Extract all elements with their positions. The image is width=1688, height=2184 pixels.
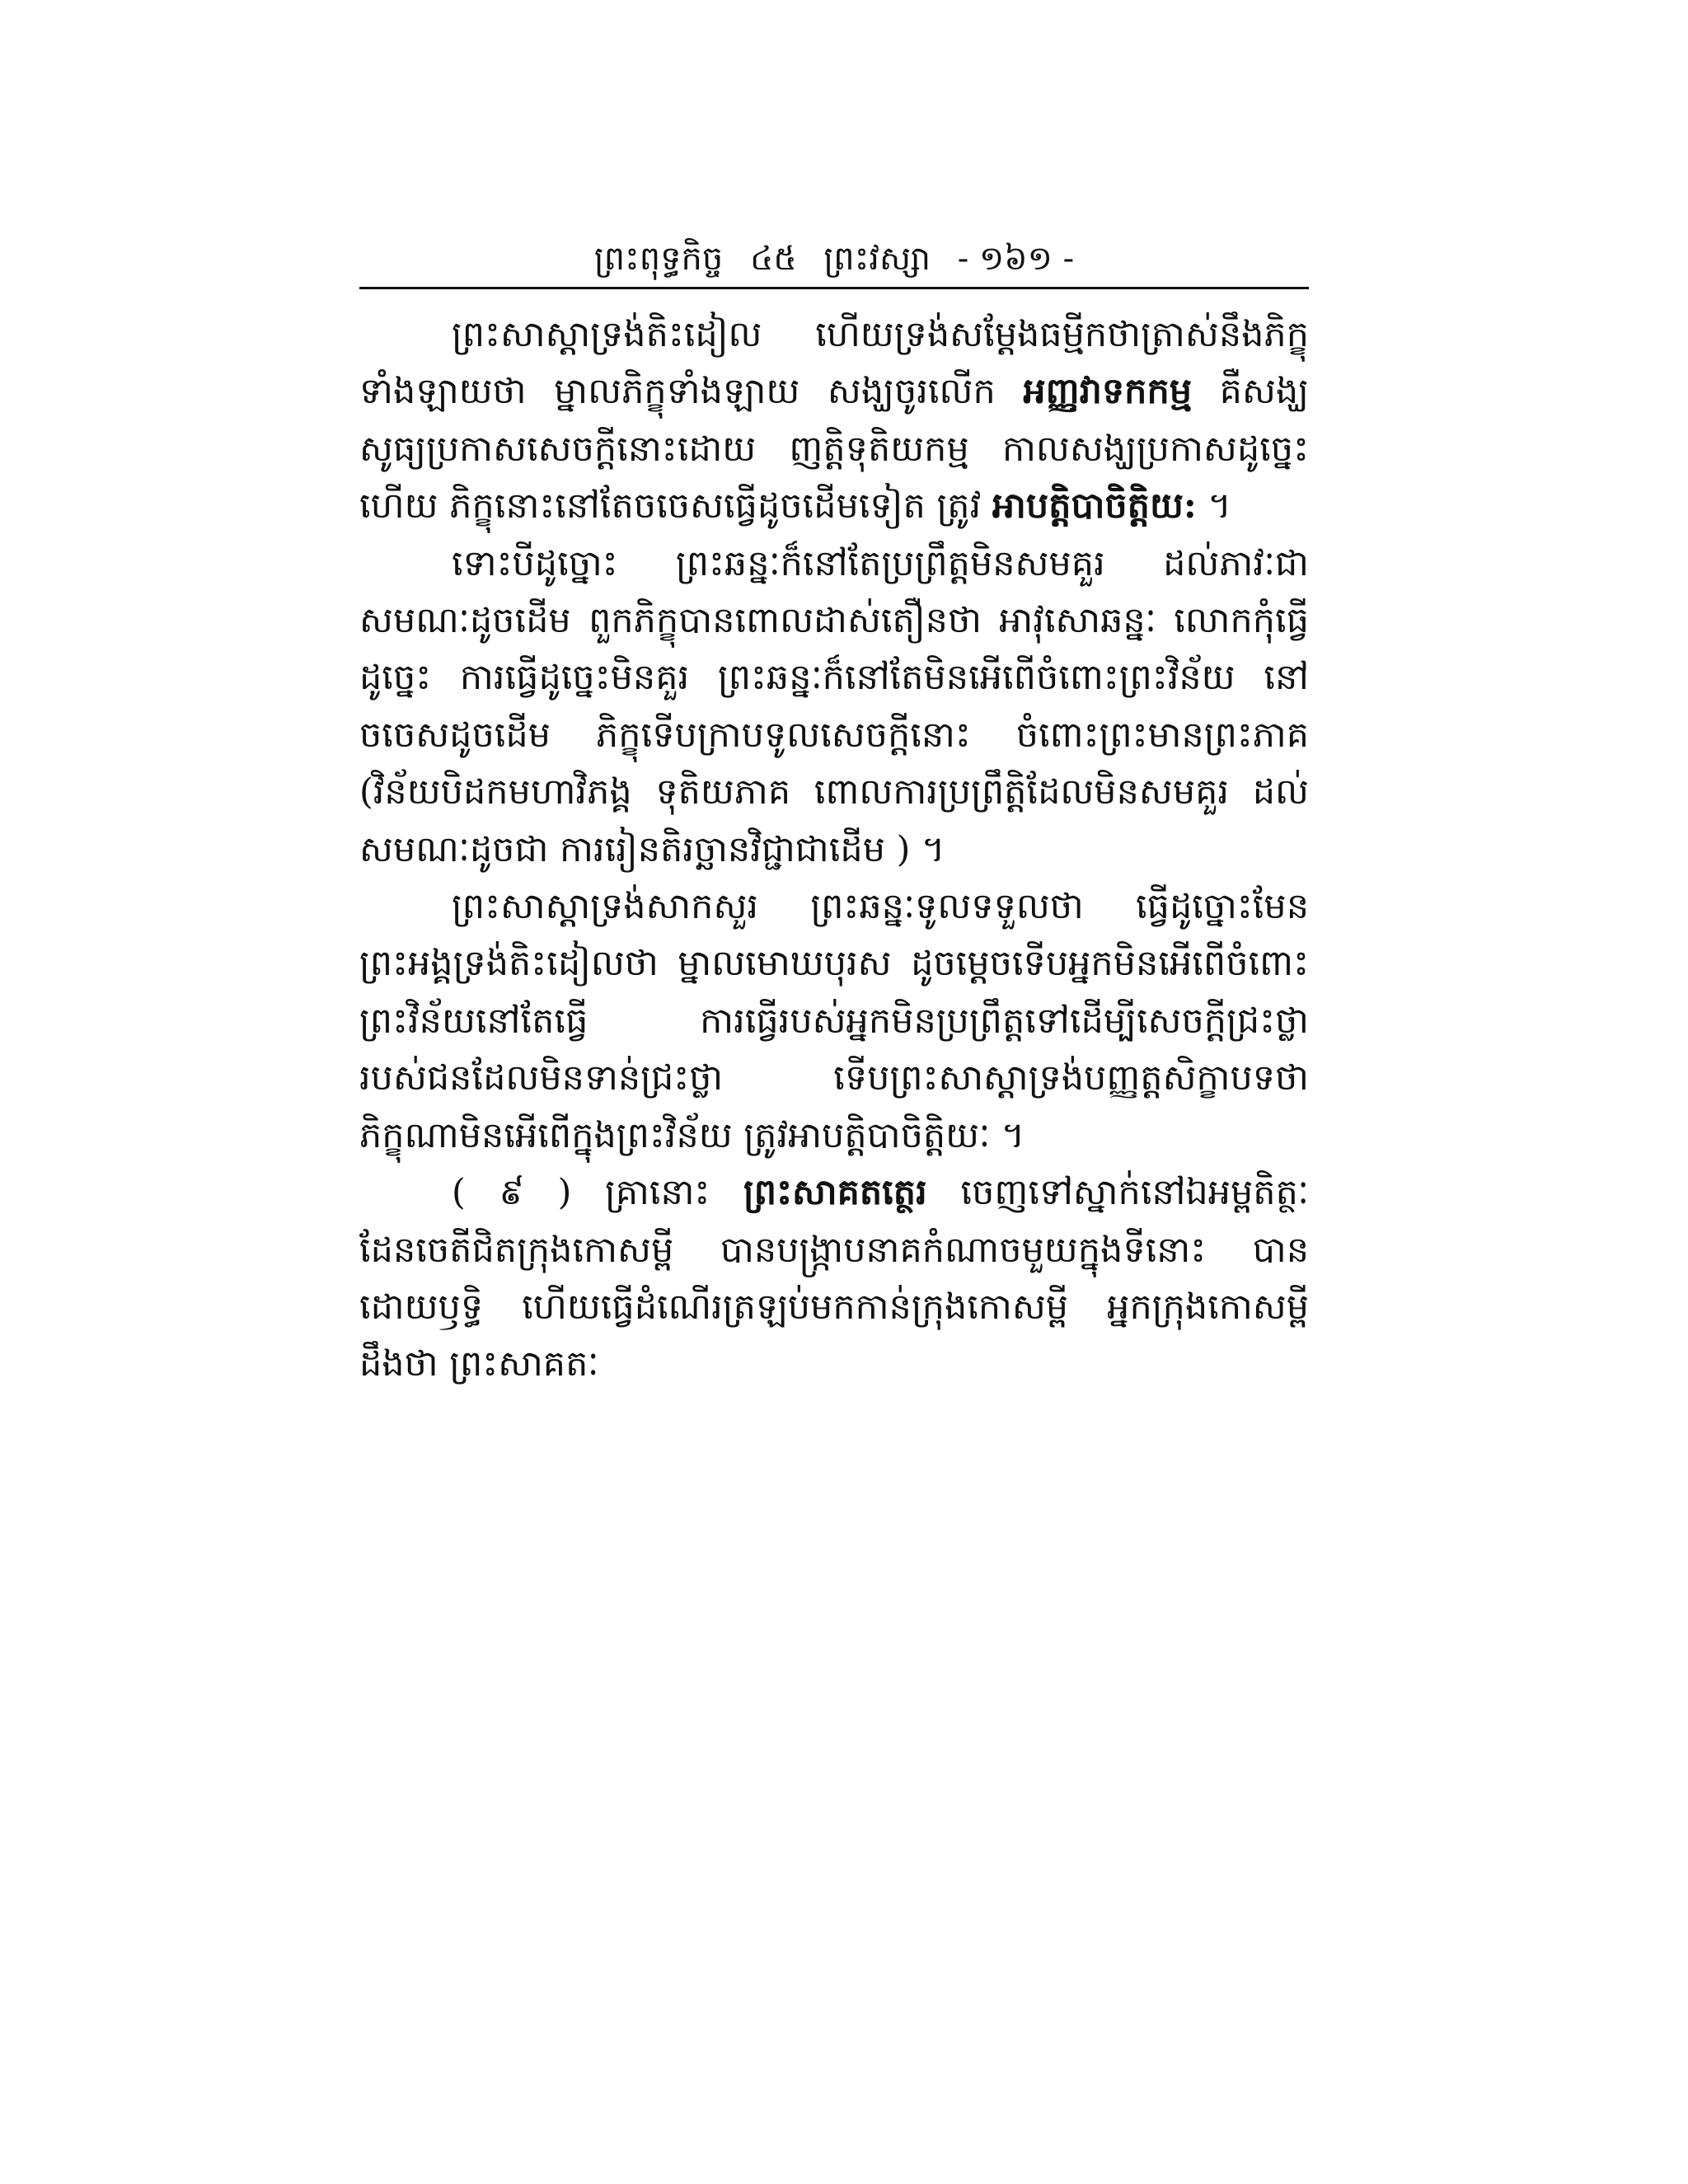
paragraph-1-text-c: គឺសង្ឃសូធ្យប្រកាសសេចក្តីនោះដោយ ញត្តិទុតិយកម្ម កាលសង្ឃប្រកាសដូច្នេះហើយ ភិក្ខុនោះនៅតែចចេសធ្វើដូចដើមទៀត ត្រូវ xyxy=(359,371,1309,527)
page-number: - ១៦១ - xyxy=(957,240,1075,278)
paragraph-1-end-mark: ។ xyxy=(1207,485,1231,527)
paragraph-1-term-1: អញ្ញវាទកកម្ម xyxy=(1023,371,1193,413)
paragraph-4-name: ព្រះសាគតត្ថេរ xyxy=(743,1172,927,1214)
book-title: ព្រះពុទ្ធកិច្ច xyxy=(593,240,724,278)
running-header xyxy=(359,236,1309,282)
body-text xyxy=(359,307,1309,1394)
paragraph-1-text-a: ព្រះសាស្តាទ្រង់តិះដៀល ហើយទ្រង់សម្តែងធម្មីកថាត្រាស់នឹងភិក្ខុទាំងឡាយថា ម្នាលភិក្ខុទាំងឡាយ សង្ឃចូរលើក xyxy=(359,314,1309,413)
paragraph-2 xyxy=(359,536,1309,879)
paragraph-1 xyxy=(359,307,1309,536)
book-number: ៤៥ xyxy=(750,240,797,278)
paragraph-4-text-c: ចេញទៅស្នាក់នៅឯអម្ពតិត្ថៈ ដែនចេតីជិតក្រុងកោសម្ពី បានបង្ក្រាបនាគកំណាចមួយក្នុងទីនោះ បានដោយឫទ្ធិ ហើយធ្វើដំណើរត្រឡប់មកកាន់ក្រុងកោសម្ពី អ្នកក្រុងកោសម្ពីដឹងថា ព្រះសាគតៈ xyxy=(359,1172,1309,1385)
paragraph-3 xyxy=(359,879,1309,1165)
vassa-label: ព្រះវស្សា xyxy=(823,240,931,278)
paragraph-4-text-a: ( ៩ ) គ្រានោះ xyxy=(452,1172,710,1214)
paragraph-2-text: ទោះបីដូច្នោះ ព្រះឆន្នៈក៏នៅតែប្រព្រឹត្តមិនសមគួរ ដល់ភាវៈជាសមណៈដូចដើម ពួកភិក្ខុបានពោលដាស់តឿនថា អាវុសោឆន្នៈ លោកកុំធ្វើដូច្នេះ ការធ្វើដូច្នេះមិនគួរ ព្រះឆន្នៈក៏នៅតែមិនអើពើចំពោះព្រះវិន័យ នៅចចេសដូចដើម ភិក្ខុទើបក្រាបទូលសេចក្តីនោះ ចំពោះព្រះមានព្រះភាគ (វិន័យបិដកមហាវិភង្គ ទុតិយភាគ ពោលការប្រព្រឹត្តិដែលមិនសមគួរ ដល់សមណៈដូចជា ការរៀនតិរច្ឆានវិជ្ជាជាដើម ) ។ xyxy=(359,542,1309,870)
header-rule xyxy=(359,287,1309,289)
paragraph-1-term-2: អាបត្តិបាចិត្តិយ: xyxy=(992,485,1197,527)
paragraph-4 xyxy=(359,1165,1309,1394)
paragraph-3-text: ព្រះសាស្តាទ្រង់សាកសួរ ព្រះឆន្នៈទូលទទួលថា ធ្វើដូច្នោះមែន ព្រះអង្គទ្រង់តិះដៀលថា ម្នាលមោឃបុរស ដូចម្តេចទើបអ្នកមិនអើពើចំពោះព្រះវិន័យនៅតែធ្វើ ការធ្វើរបស់អ្នកមិនប្រព្រឹត្តទៅដើម្បីសេចក្តីជ្រះថ្លា របស់ជនដែលមិនទាន់ជ្រះថ្លា ទើបព្រះសាស្តាទ្រង់បញ្ញត្តសិក្ខាបទថា ភិក្ខុណាមិនអើពើក្នុងព្រះវិន័យ ត្រូវអាបត្តិបាចិត្តិយៈ ។ xyxy=(359,886,1309,1156)
